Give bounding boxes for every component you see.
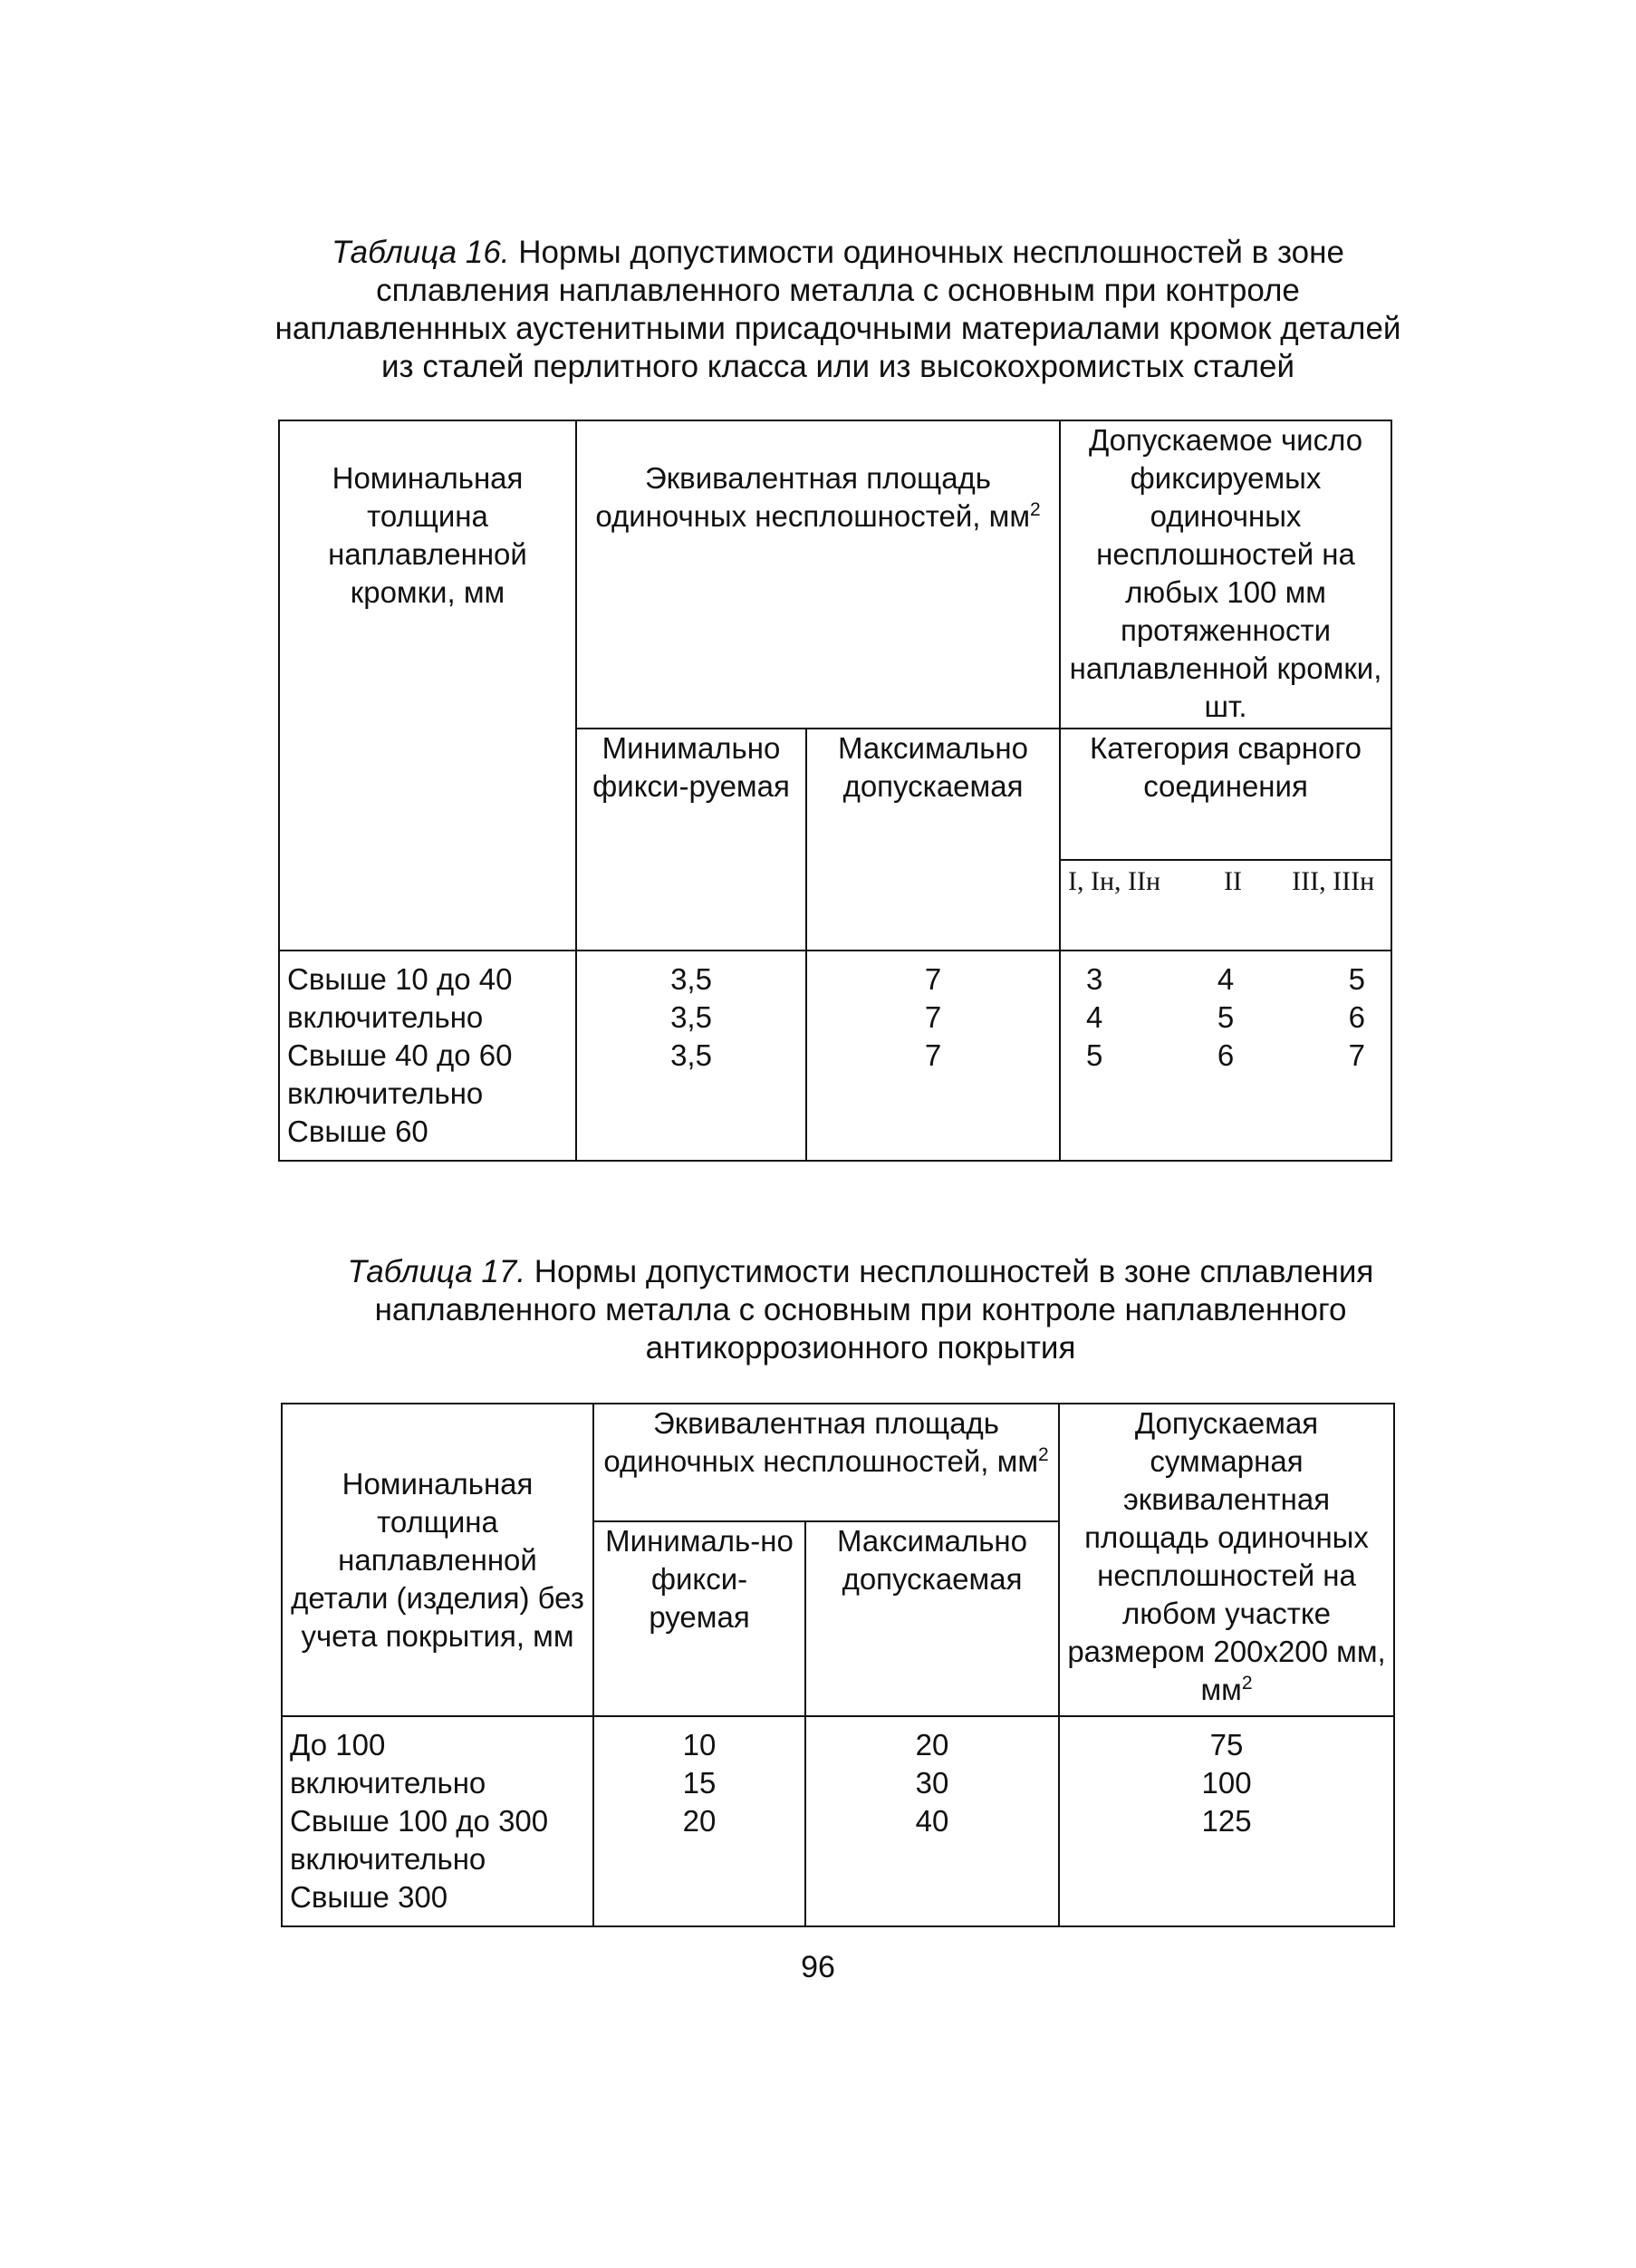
table16-col-counts xyxy=(1060,951,1391,1161)
table16-row-2-thickness: Свыше 40 до 60 включительно xyxy=(287,1038,513,1110)
table16-header-count: Допускаемое число фиксируемых одиночных несплошностей на любых 100 мм протяженности наплавленной кромки, шт. xyxy=(1060,420,1391,729)
table17-header-max: Максимально допускаемая xyxy=(805,1521,1059,1716)
table17-header-total: Допускаемая суммарная эквивалентная площадь одиночных несплошностей на любом участке размером 200х200 мм, $мм^2$ xyxy=(1059,1404,1394,1716)
table16-row-1-c3: 5 xyxy=(1348,962,1365,996)
table17-row-2-thickness: Свыше 100 до 300 включительно xyxy=(290,1804,549,1876)
table16-header-categories xyxy=(1060,860,1391,951)
table17-row-3-min: 20 xyxy=(682,1804,717,1838)
table17-col-total xyxy=(1059,1716,1394,1926)
table16-row-2-counts xyxy=(1068,999,1383,1037)
table16-cat1: I, Iн, IIн xyxy=(1068,866,1161,896)
table17-row-1-max: 20 xyxy=(915,1728,949,1761)
table17-row-1-min: 10 xyxy=(682,1728,717,1761)
table17-col-thickness xyxy=(282,1716,593,1926)
table17-row-1-total: 75 xyxy=(1209,1728,1244,1761)
page-number: 96 xyxy=(801,1950,835,1984)
table17-row-3-max: 40 xyxy=(915,1804,949,1838)
table16-header-min: Минимально фикси-руемая xyxy=(576,729,806,951)
table16-row-2-c1: 4 xyxy=(1086,1000,1103,1034)
table16-row-1-counts xyxy=(1068,960,1383,999)
table16-caption-label: Таблица 16. xyxy=(332,235,510,270)
table16-row-2-max: 7 xyxy=(924,1000,942,1034)
table17-row-3-thickness: Свыше 300 xyxy=(290,1880,448,1914)
table17-caption xyxy=(344,1253,1377,1367)
table17 xyxy=(281,1403,1395,1927)
table16-row-3-c3: 7 xyxy=(1348,1038,1365,1072)
table16-row-3-counts xyxy=(1068,1037,1383,1075)
table16-row-3-c2: 6 xyxy=(1217,1038,1235,1072)
table17-col-max xyxy=(805,1716,1059,1926)
table17-row-2-max: 30 xyxy=(915,1766,949,1800)
table16-header-max: Максимально допускаемая xyxy=(806,729,1060,951)
table16-row-3-max: 7 xyxy=(924,1038,942,1072)
table16-row-1-min: 3,5 xyxy=(670,962,712,996)
table16-col-min xyxy=(576,951,806,1161)
table17-header-thickness: Номинальная толщина наплавленной детали (изделия) без учета покрытия, мм xyxy=(282,1404,593,1716)
table17-row-3-total: 125 xyxy=(1201,1804,1252,1838)
table16-row-3-c1: 5 xyxy=(1086,1038,1103,1072)
table16-row-1-c1: 3 xyxy=(1086,962,1103,996)
table16-header-category: Категория сварного соединения xyxy=(1060,729,1391,860)
table17-col-min xyxy=(593,1716,805,1926)
table17-row-2-min: 15 xyxy=(682,1766,717,1800)
table16-row-1-thickness: Свыше 10 до 40 включительно xyxy=(287,962,513,1034)
table17-row-2-total: 100 xyxy=(1201,1766,1252,1800)
table16-col-thickness xyxy=(279,951,576,1161)
table16-caption xyxy=(263,234,1413,386)
table16-row-2-c2: 5 xyxy=(1217,1000,1235,1034)
table16-row-1-max: 7 xyxy=(924,962,942,996)
table16-row-2-c3: 6 xyxy=(1348,1000,1365,1034)
table17-row-1-thickness: До 100 включительно xyxy=(290,1728,486,1800)
table17-caption-text: Нормы допустимости несплошностей в зоне сплавления наплавленного металла с основным при контроле наплавленного антикоррозионного покрытия xyxy=(374,1254,1374,1366)
table16-row-3-min: 3,5 xyxy=(670,1038,712,1072)
table17-caption-label: Таблица 17. xyxy=(347,1254,526,1289)
table16 xyxy=(278,420,1392,1162)
table16-cat3: III, IIIн xyxy=(1292,866,1375,896)
table17-header-area: Эквивалентная площадь одиночных несплошностей, $мм^2$ xyxy=(593,1404,1059,1521)
table17-header-min: Минималь-но фикси-руемая xyxy=(593,1521,805,1716)
table16-row-3-thickness: Свыше 60 xyxy=(287,1115,428,1148)
table16-row-2-min: 3,5 xyxy=(670,1000,712,1034)
table16-header-area: Эквивалентная площадь одиночных несплошностей, $мм^2$ xyxy=(576,420,1060,729)
table16-row-1-c2: 4 xyxy=(1217,962,1235,996)
table16-header-thickness: Номинальная толщина наплавленной кромки, мм xyxy=(279,420,576,951)
table16-cat2: II xyxy=(1224,866,1243,896)
table16-caption-text: Нормы допустимости одиночных несплошностей в зоне сплавления наплавленного металла с основным при контроле наплавленнных аустенитными присадочными материалами кромок деталей из сталей перлитного класса или из высокохромистых сталей xyxy=(274,235,1401,384)
table16-col-max xyxy=(806,951,1060,1161)
